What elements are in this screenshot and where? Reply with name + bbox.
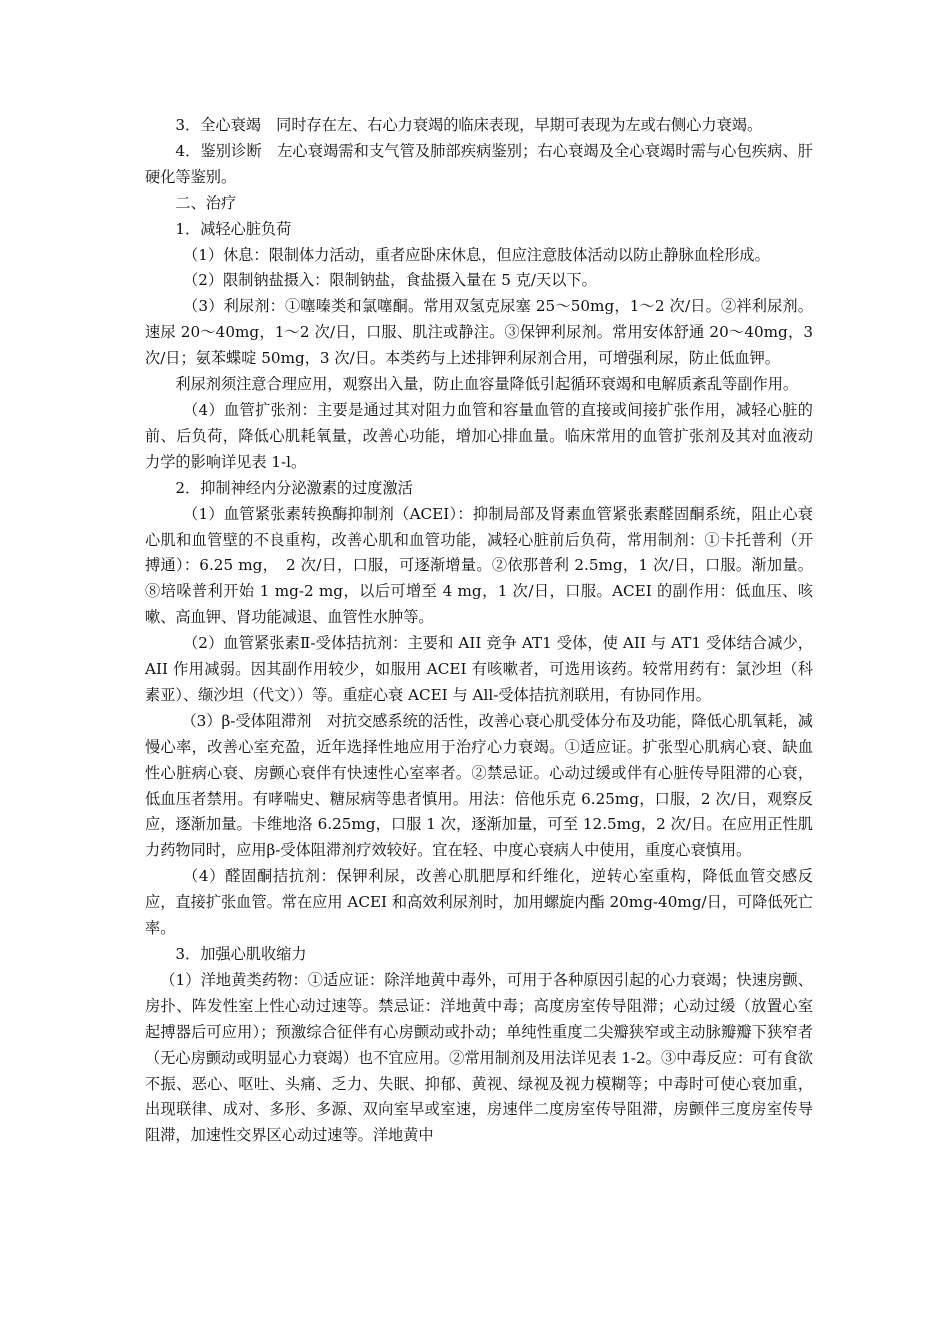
paragraph-acei: （1）血管紧张素转换酶抑制剂（ACEI）：抑制局部及肾素血管紧张素醛固酮系统，阻止心衰心肌和血管壁的不良重构，改善心肌和血管功能，减轻心脏前后负荷，常用制剂：①卡托普利（开搏通）：6.25 mg， 2 次/日，口服，可逐渐增量。②依那普利 2.5mg，1 次/日，口服。渐加量。⑧培哚普利开始 1 mg-2 mg，以后可增至 4 mg，1 次/日，口服。ACEI 的副作用：低血压、咳嗽、高血钾、肾功能减退、血管性水肿等。 <box>145 504 813 627</box>
paragraph-arb: （2）血管紧张素Ⅱ-受体拮抗剂：主要和 AII 竞争 AT1 受体，使 AII 与 AT1 受体结合减少，AII 作用减弱。因其副作用较少，如服用 ACEI 有咳嗽者，可选用该药。较常用药有：氯沙坦（科素亚）、缬沙坦（代文））等。重症心衰 ACEI 与 All-受体拮抗剂联用，有协同作用。 <box>145 634 813 704</box>
subheading-contractility: 3．加强心肌收缩力 <box>175 945 307 963</box>
paragraph-diuretics-note: 利尿剂须注意合理应用，观察出入量，防止血容量降低引起循环衰竭和电解质紊乱等副作用。 <box>175 375 799 394</box>
paragraph-beta-blockers: （3）β-受体阻滞剂 对抗交感系统的活性，改善心衰心肌受体分布及功能，降低心肌氧耗，减慢心率，改善心室充盈，近年选择性地应用于治疗心力衰竭。①适应证。扩张型心肌病心衰、缺血性心脏病心衰、房颤心衰伴有快速性心室率者。②禁忌证。心动过缓或伴有心脏传导阻滞的心衰，低血压者禁用。有哮喘史、糖尿病等患者慎用。用法：倍他乐克 6.25mg，口服，2 次/日，观察反应，逐渐加量。卡维地洛 6.25mg，口服 1 次，逐渐加量，可至 12.5mg，2 次/日。在应用正性肌力药物同时，应用β-受体阻滞剂疗效较好。宜在轻、中度心衰病人中使用，重度心衰慎用。 <box>145 711 813 860</box>
paragraph-diuretics: （3）利尿剂：①噻嗪类和氯噻酮。常用双氢克尿塞 25～50mg，1～2 次/日。②袢利尿剂。速尿 20～40mg，1～2 次/日，口服、肌注或静注。③保钾利尿剂。常用安体舒通 20～40mg，3 次/日；氨苯蝶啶 50mg，3 次/日。本类药与上述排钾利尿剂合用，可增强利尿，防止低血钾。 <box>145 297 813 368</box>
paragraph-heart-failure-total: 3．全心衰竭 同时存在左、右心力衰竭的临床表现，早期可表现为左或右侧心力衰竭。 <box>175 116 763 134</box>
paragraph-digitalis: （1）洋地黄类药物：①适应证：除洋地黄中毒外，可用于各种原因引起的心力衰竭；快速房颤、房扑、阵发性室上性心动过速等。禁忌证：洋地黄中毒；高度房室传导阻滞；心动过缓（放置心室起搏器后可应用）；预激综合征伴有心房颤动或扑动；单纯性重度二尖瓣狭窄或主动脉瓣瓣下狭窄者（无心房颤动或明显心力衰竭）也不宜应用。②常用制剂及用法详见表 1-2。③中毒反应：可有食欲不振、恶心、呕吐、头痛、乏力、失眠、抑郁、黄视、绿视及视力模糊等；中毒时可使心衰加重，出现联律、成对、多形、多源、双向室早或室速，房速伴二度房室传导阻滞，房颤伴三度房室传导阻滞，加速性交界区心动过速等。洋地黄中 <box>145 970 813 1145</box>
paragraph-sodium: （2）限制钠盐摄入：限制钠盐，食盐摄入量在 5 克/天以下。 <box>183 271 597 290</box>
paragraph-rest: （1）休息：限制体力活动，重者应卧床休息，但应注意肢体活动以防止静脉血栓形成。 <box>183 245 770 264</box>
paragraph-vasodilators: （4）血管扩张剂：主要是通过其对阻力血管和容量血管的直接或间接扩张作用，减轻心脏的前、后负荷，降低心肌耗氧量，改善心功能，增加心排血量。临床常用的血管扩张剂及其对血液动力学的影响详见表 1-l。 <box>145 400 813 471</box>
paragraph-differential-diagnosis: 4．鉴别诊断 左心衰竭需和支气管及肺部疾病鉴别；右心衰竭及全心衰竭时需与心包疾病、肝硬化等鉴别。 <box>145 141 813 186</box>
section-heading-treatment: 二、治疗 <box>175 193 237 212</box>
subheading-neuroendocrine: 2．抑制神经内分泌激素的过度激活 <box>175 478 413 497</box>
subheading-reduce-load: 1．减轻心脏负荷 <box>175 219 292 238</box>
document-body <box>145 113 813 1149</box>
paragraph-aldosterone: （4）醛固酮拮抗剂：保钾利尿，改善心肌肥厚和纤维化，逆转心室重构，降低血管交感反应，直接扩张血管。常在应用 ACEI 和高效利尿剂时，加用螺旋内酯 20mg-40mg/日，可降低死亡率。 <box>145 867 813 938</box>
